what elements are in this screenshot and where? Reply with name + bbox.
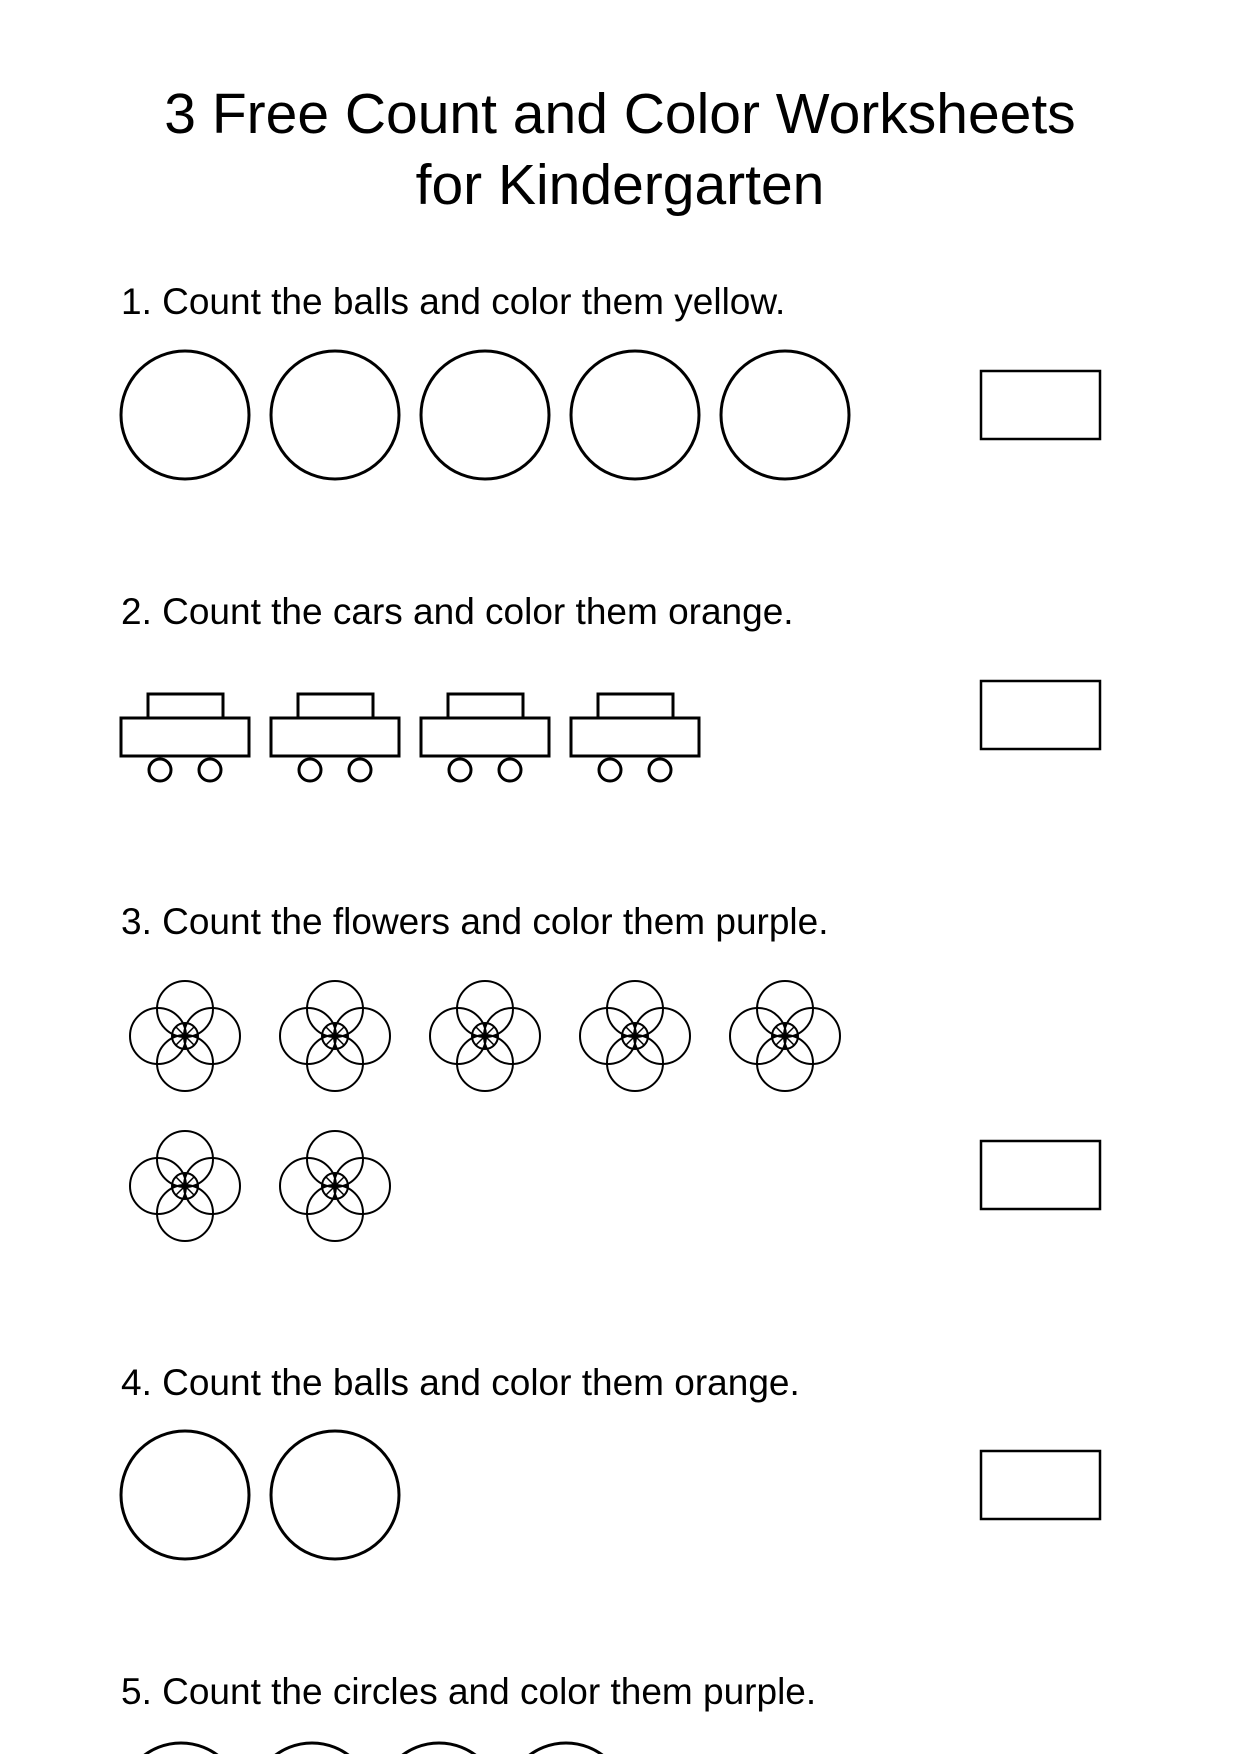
exercise-4-prompt: 4. Count the balls and color them orange. (121, 1362, 800, 1403)
worksheet-title-line-1: 3 Free Count and Color Worksheets (164, 82, 1076, 146)
car-icon (421, 694, 549, 781)
worksheet-title-line-2: for Kindergarten (415, 153, 825, 217)
ball-icon (121, 1431, 249, 1559)
exercise-3-answer-box[interactable] (981, 1141, 1100, 1209)
exercise-1-prompt: 1. Count the balls and color them yellow. (121, 281, 786, 322)
flower-icon (130, 981, 240, 1091)
exercise-4-items (121, 1431, 399, 1559)
exercise-2-items (121, 694, 699, 781)
car-icon (571, 694, 699, 781)
circle-icon (505, 1743, 627, 1754)
exercise-3-prompt: 3. Count the flowers and color them purple. (121, 901, 829, 942)
exercise-1-items (121, 351, 849, 479)
ball-icon (571, 351, 699, 479)
ball-icon (271, 351, 399, 479)
circle-icon (378, 1743, 500, 1754)
car-icon (271, 694, 399, 781)
circle-icon (251, 1743, 373, 1754)
flower-icon (430, 981, 540, 1091)
flower-icon (730, 981, 840, 1091)
flower-icon (580, 981, 690, 1091)
exercise-3-items (130, 981, 840, 1241)
exercise-2-answer-box[interactable] (981, 681, 1100, 749)
ball-icon (421, 351, 549, 479)
exercise-2-prompt: 2. Count the cars and color them orange. (121, 591, 794, 632)
exercise-1-answer-box[interactable] (981, 371, 1100, 439)
ball-icon (121, 351, 249, 479)
ball-icon (721, 351, 849, 479)
exercise-4-answer-box[interactable] (981, 1451, 1100, 1519)
flower-icon (280, 1131, 390, 1241)
flower-icon (280, 981, 390, 1091)
ball-icon (271, 1431, 399, 1559)
exercise-5-items (120, 1743, 627, 1754)
exercise-5-prompt: 5. Count the circles and color them purple. (121, 1671, 817, 1712)
circle-icon (120, 1743, 242, 1754)
car-icon (121, 694, 249, 781)
flower-icon (130, 1131, 240, 1241)
